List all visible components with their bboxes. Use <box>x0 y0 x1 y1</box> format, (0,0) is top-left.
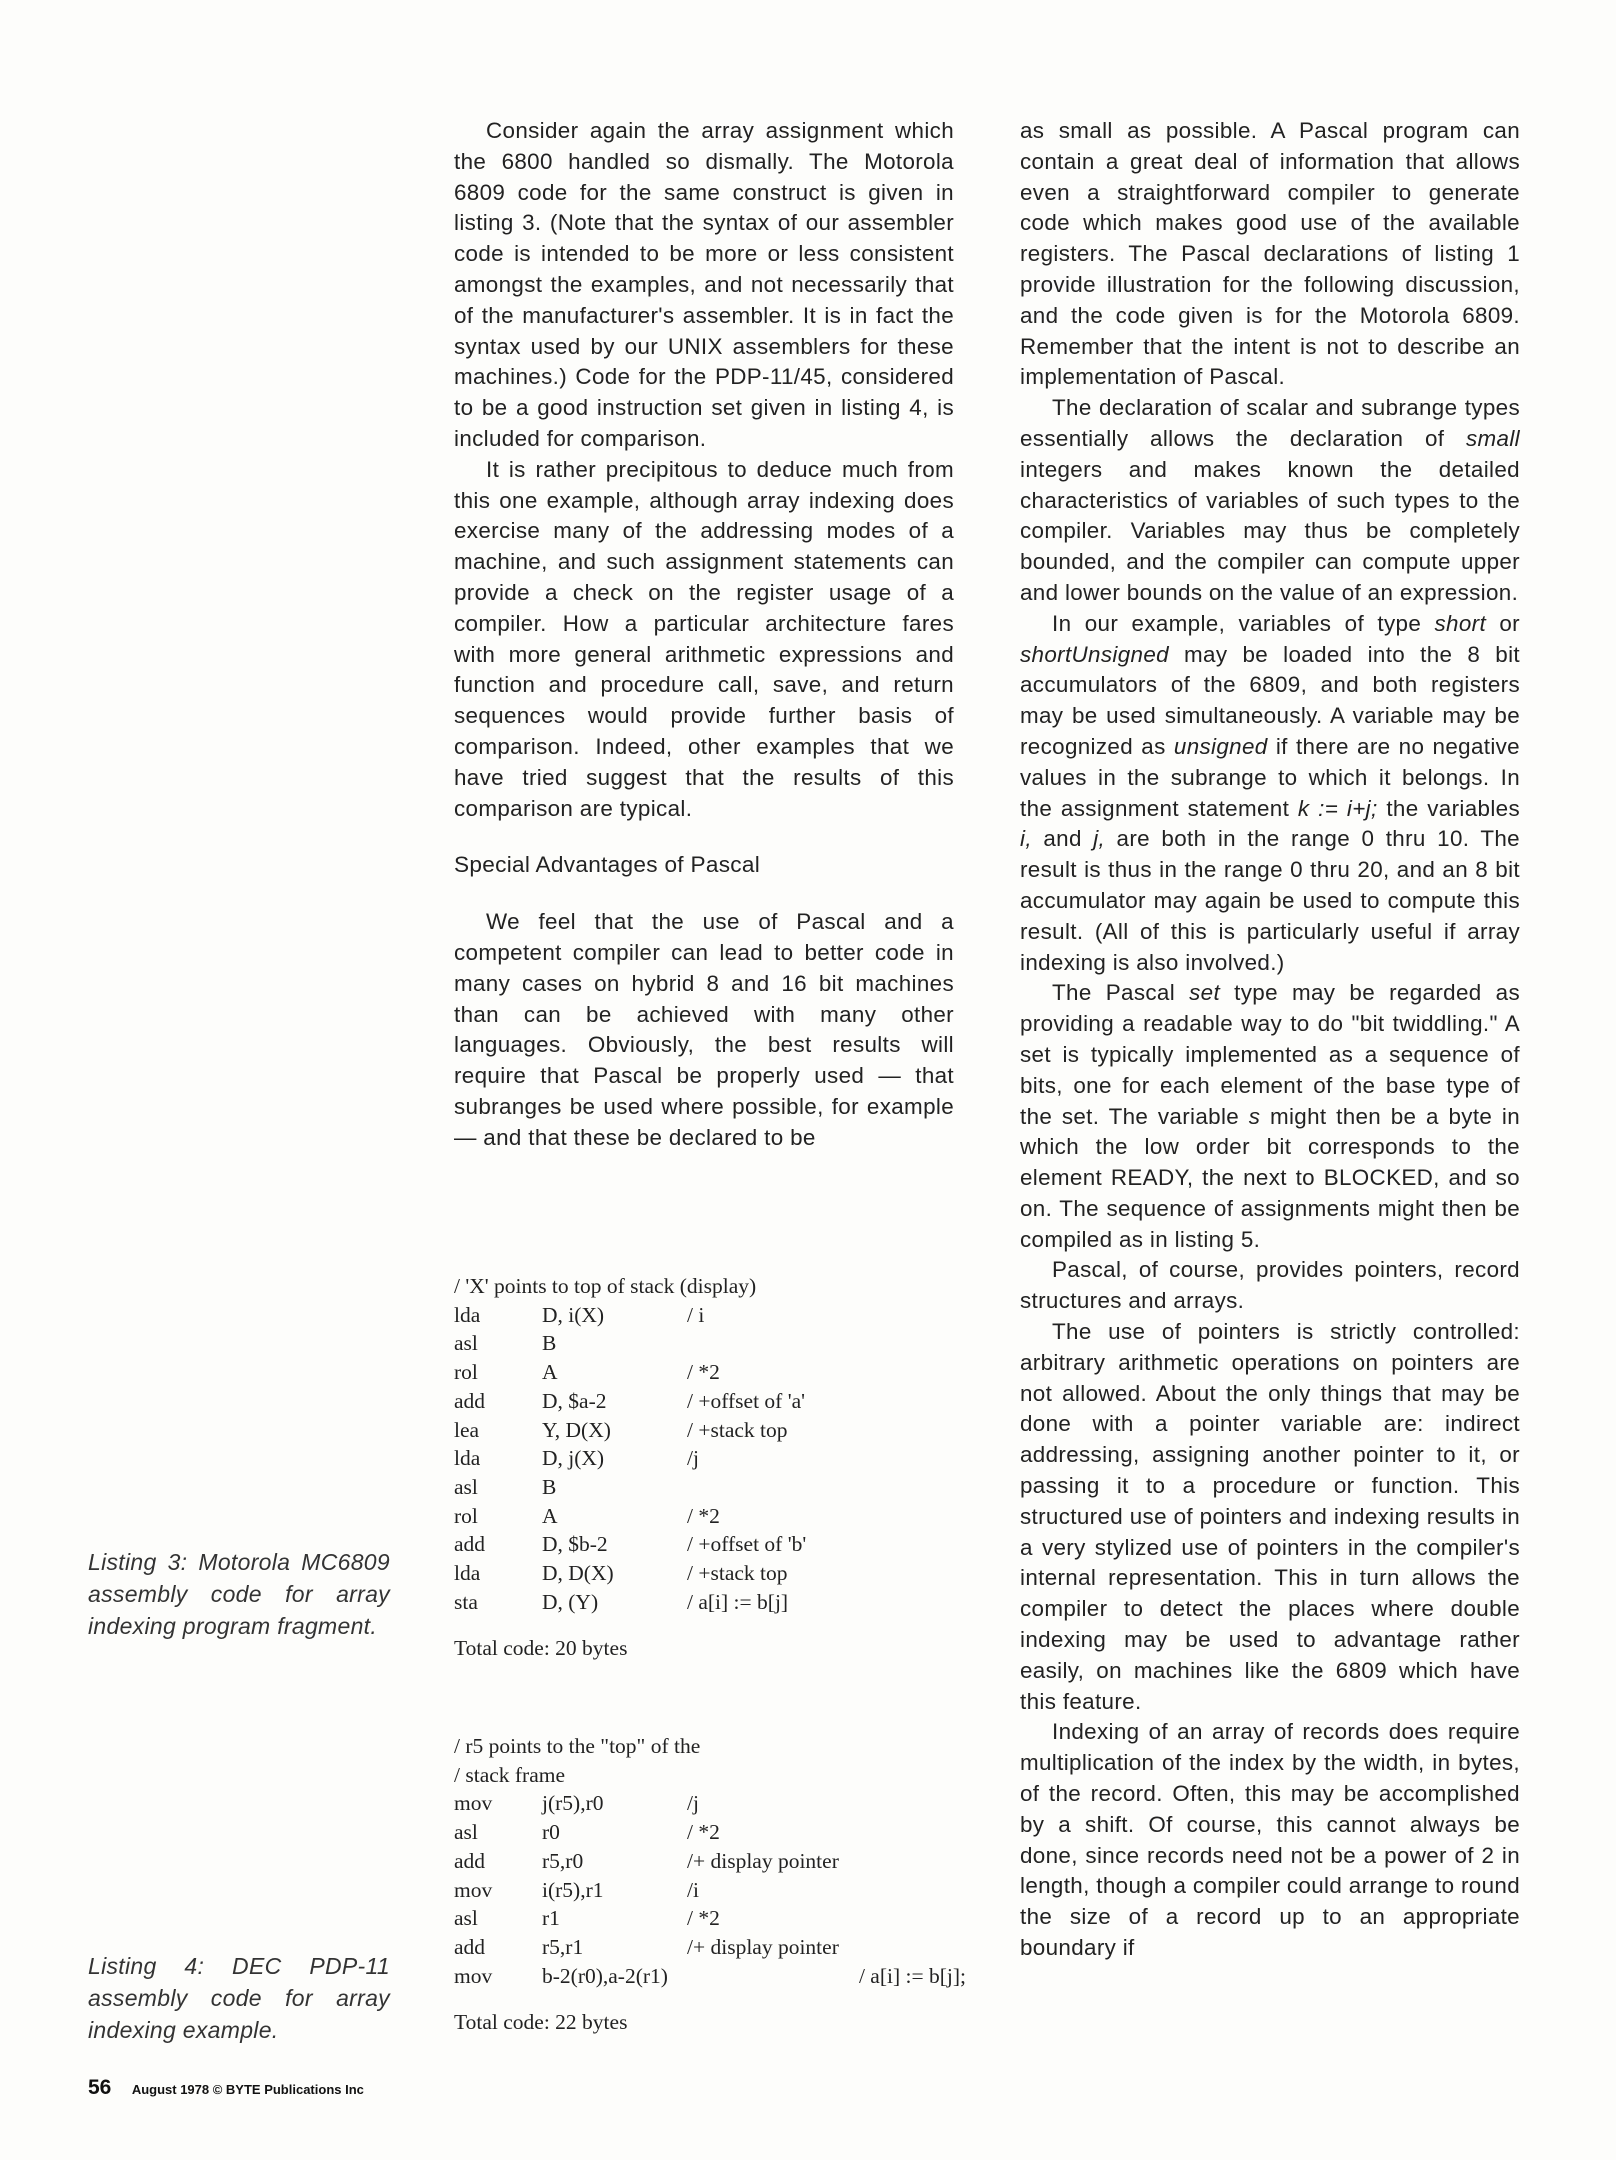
listing-comment: / *2 <box>687 1360 720 1385</box>
listing-row <box>454 1473 974 1502</box>
listing-operand: j(r5),r0 <box>542 1791 604 1816</box>
listing-opcode: sta <box>454 1589 478 1614</box>
listing-opcode: asl <box>454 1820 478 1845</box>
listing-row <box>454 1530 974 1559</box>
listing-operand: r1 <box>542 1906 560 1931</box>
listing-row <box>454 1588 974 1617</box>
listing-row <box>454 1416 974 1445</box>
listing-total: Total code: 20 bytes <box>454 1636 628 1661</box>
listing-operand: r5,r0 <box>542 1848 584 1873</box>
listing-operand: b-2(r0),a-2(r1) <box>542 1963 668 1988</box>
listing-rows <box>454 1789 974 1961</box>
listing-opcode: add <box>454 1848 486 1873</box>
listing-header: / 'X' points to top of stack (display) <box>454 1274 757 1298</box>
body-paragraph: The declaration of scalar and subrange types essentially allows the declaration of small integers and makes known the detailed characteristics of variables of such types to the compiler. Variables may thus be completely bounded, and the compiler can compute upper and lower bounds on the value of an expression. <box>1020 395 1520 605</box>
listing-comment: / +offset of 'a' <box>687 1388 805 1413</box>
listing-3-code <box>454 1272 974 1663</box>
listing-opcode: rol <box>454 1360 478 1385</box>
listing-comment: / *2 <box>687 1503 720 1528</box>
listing-opcode: mov <box>454 1877 493 1902</box>
listing-comment: /i <box>687 1877 699 1902</box>
listing-3-caption: Listing 3: Motorola MC6809 assembly code for array indexing program fragment. <box>88 1549 390 1639</box>
listing-opcode: mov <box>454 1791 493 1816</box>
listing-operand: D, D(X) <box>542 1561 614 1586</box>
listing-comment: / +offset of 'b' <box>687 1532 807 1557</box>
body-paragraph: Pascal, of course, provides pointers, record structures and arrays. <box>1020 1257 1520 1314</box>
listing-operand: D, $b-2 <box>542 1532 608 1557</box>
body-paragraph: Consider again the array assignment which the 6800 handled so dismally. The Motorola 6809 code for the same construct is given in listing 3. (Note that the syntax of our assembler code is intended to be more or less consistent amongst the examples, and not necessarily that of the manufacturer's assembler. It is in fact the syntax used by our UNIX assemblers for these machines.) Code for the PDP-11/45, considered to be a good instruction set given in listing 4, is included for comparison. <box>454 118 954 451</box>
listing-opcode: asl <box>454 1906 478 1931</box>
listing-rows <box>454 1301 974 1617</box>
listing-operand: D, (Y) <box>542 1589 599 1614</box>
listing-row <box>454 1444 974 1473</box>
listing-operand: D, j(X) <box>542 1446 605 1471</box>
listing-operand: i(r5),r1 <box>542 1877 604 1902</box>
listing-comment: /+ display pointer <box>687 1848 839 1873</box>
listing-opcode: lda <box>454 1561 481 1586</box>
body-paragraph: Indexing of an array of records does require multiplication of the index by the width, in bytes, of the record. Often, this may be accomplished by a shift. Of course, this cannot always be done, since records need not be a power of 2 in length, though a compiler could arrange to round the size of a record up to an appropriate boundary if <box>1020 1719 1520 1961</box>
listing-4-code <box>454 1732 974 2037</box>
body-paragraph: as small as possible. A Pascal program can contain a great deal of information that allows even a straightforward compiler to generate code which makes good use of the available registers. The Pascal declarations of listing 1 provide illustration for the following discussion, and the code given is for the Motorola 6809. Remember that the intent is not to describe an implementation of Pascal. <box>1020 118 1520 390</box>
listing-opcode: add <box>454 1934 486 1959</box>
listing-row <box>454 1559 974 1588</box>
listing-opcode: mov <box>454 1963 493 1988</box>
listing-header: / r5 points to the "top" of the <box>454 1734 701 1758</box>
listing-opcode: lda <box>454 1446 481 1471</box>
listing-operand: B <box>542 1474 557 1499</box>
listing-row <box>454 1358 974 1387</box>
listing-operand: r0 <box>542 1820 560 1845</box>
listing-header: / stack frame <box>454 1762 566 1787</box>
listing-total: Total code: 22 bytes <box>454 2010 628 2035</box>
listing-opcode: asl <box>454 1331 478 1356</box>
body-paragraph: We feel that the use of Pascal and a competent compiler can lead to better code in many cases on hybrid 8 and 16 bit machines than can be achieved with many other languages. Obviously, the best results will require that Pascal be properly used — that subranges be used where possible, for example — and that these be declared to be <box>454 909 954 1150</box>
listing-opcode: lda <box>454 1302 481 1327</box>
listing-comment: / *2 <box>687 1906 720 1931</box>
listing-row <box>454 1904 974 1933</box>
listing-operand: D, $a-2 <box>542 1388 607 1413</box>
listing-comment: / +stack top <box>687 1417 788 1442</box>
listing-comment: / a[i] := b[j]; <box>858 1963 966 1988</box>
listing-comment <box>687 1329 974 1358</box>
listing-comment: / +stack top <box>687 1561 788 1586</box>
middle-column <box>454 116 954 1154</box>
body-paragraph: In our example, variables of type short or shortUnsigned may be loaded into the 8 bit accumulators of the 6809, and both registers may be used simultaneously. A variable may be recognized as unsigned if there are no negative values in the subrange to which it belongs. In the assignment statement k := i+j; the variables i, and j, are both in the range 0 thru 10. The result is thus in the range 0 thru 20, and an 8 bit accumulator may again be used to compute this result. (All of this is particularly useful if array indexing is also involved.) <box>1020 610 1521 975</box>
listing-operand: Y, D(X) <box>542 1417 611 1442</box>
publication-line: August 1978 © BYTE Publications Inc <box>131 2082 364 2097</box>
page-number: 56 <box>88 2076 112 2099</box>
listing-opcode: add <box>454 1532 486 1557</box>
section-heading: Special Advantages of Pascal <box>454 852 761 878</box>
listing-comment: /j <box>687 1446 699 1471</box>
listing-row <box>454 1301 974 1330</box>
listing-comment: /+ display pointer <box>687 1934 839 1959</box>
listing-comment: / i <box>687 1302 705 1327</box>
listing-row <box>454 1818 974 1847</box>
listing-row <box>454 1933 974 1962</box>
listing-row <box>454 1847 974 1876</box>
page-footer <box>88 2076 364 2100</box>
listing-row <box>454 1789 974 1818</box>
body-paragraph: The use of pointers is strictly controlled: arbitrary arithmetic operations on pointers are not allowed. About the only things that may be done with a pointer variable are: indirect addressing, assigning another pointer to it, or passing it to a procedure or function. This structured use of pointers and indexing results in a very stylized use of pointers in the compiler's internal representation. This in turn allows the compiler to detect the places where double indexing may be used to advantage rather easily, on machines like the 6809 which have this feature. <box>1020 1319 1520 1714</box>
listing-operand: A <box>542 1503 558 1528</box>
listing-comment <box>687 1473 974 1502</box>
listing-opcode: add <box>454 1388 486 1413</box>
listing-comment: / a[i] := b[j] <box>687 1589 789 1614</box>
listing-4-caption: Listing 4: DEC PDP-11 assembly code for array indexing example. <box>88 1953 390 2043</box>
listing-operand: A <box>542 1360 558 1385</box>
body-paragraph: The Pascal set type may be regarded as providing a readable way to do "bit twiddling." A set is typically implemented as a sequence of bits, one for each element of the base type of the set. The variable s might then be a byte in which the low order bit corresponds to the element READY, the next to BLOCKED, and so on. The sequence of assignments might then be compiled as in listing 5. <box>1020 980 1520 1252</box>
listing-operand: D, i(X) <box>542 1302 605 1327</box>
listing-row <box>454 1502 974 1531</box>
listing-row <box>454 1962 974 1991</box>
listing-opcode: rol <box>454 1503 478 1528</box>
body-paragraph: It is rather precipitous to deduce much from this one example, although array indexing does exercise many of the addressing modes of a machine, and such assignment statements can provide a check on the register usage of a compiler. How a particular architecture fares with more general arithmetic expressions and function and procedure call, save, and return sequences would provide further basis of comparison. Indeed, other examples that we have tried suggest that the results of this comparison are typical. <box>454 456 954 821</box>
listing-row <box>454 1876 974 1905</box>
listing-opcode: lea <box>454 1417 480 1442</box>
listing-comment: / *2 <box>687 1820 720 1845</box>
listing-row <box>454 1329 974 1358</box>
listing-comment: /j <box>687 1791 699 1816</box>
listing-row <box>454 1387 974 1416</box>
listing-operand: r5,r1 <box>542 1934 584 1959</box>
right-column <box>1020 116 1520 1964</box>
listing-opcode: asl <box>454 1474 478 1499</box>
listing-operand: B <box>542 1331 557 1356</box>
